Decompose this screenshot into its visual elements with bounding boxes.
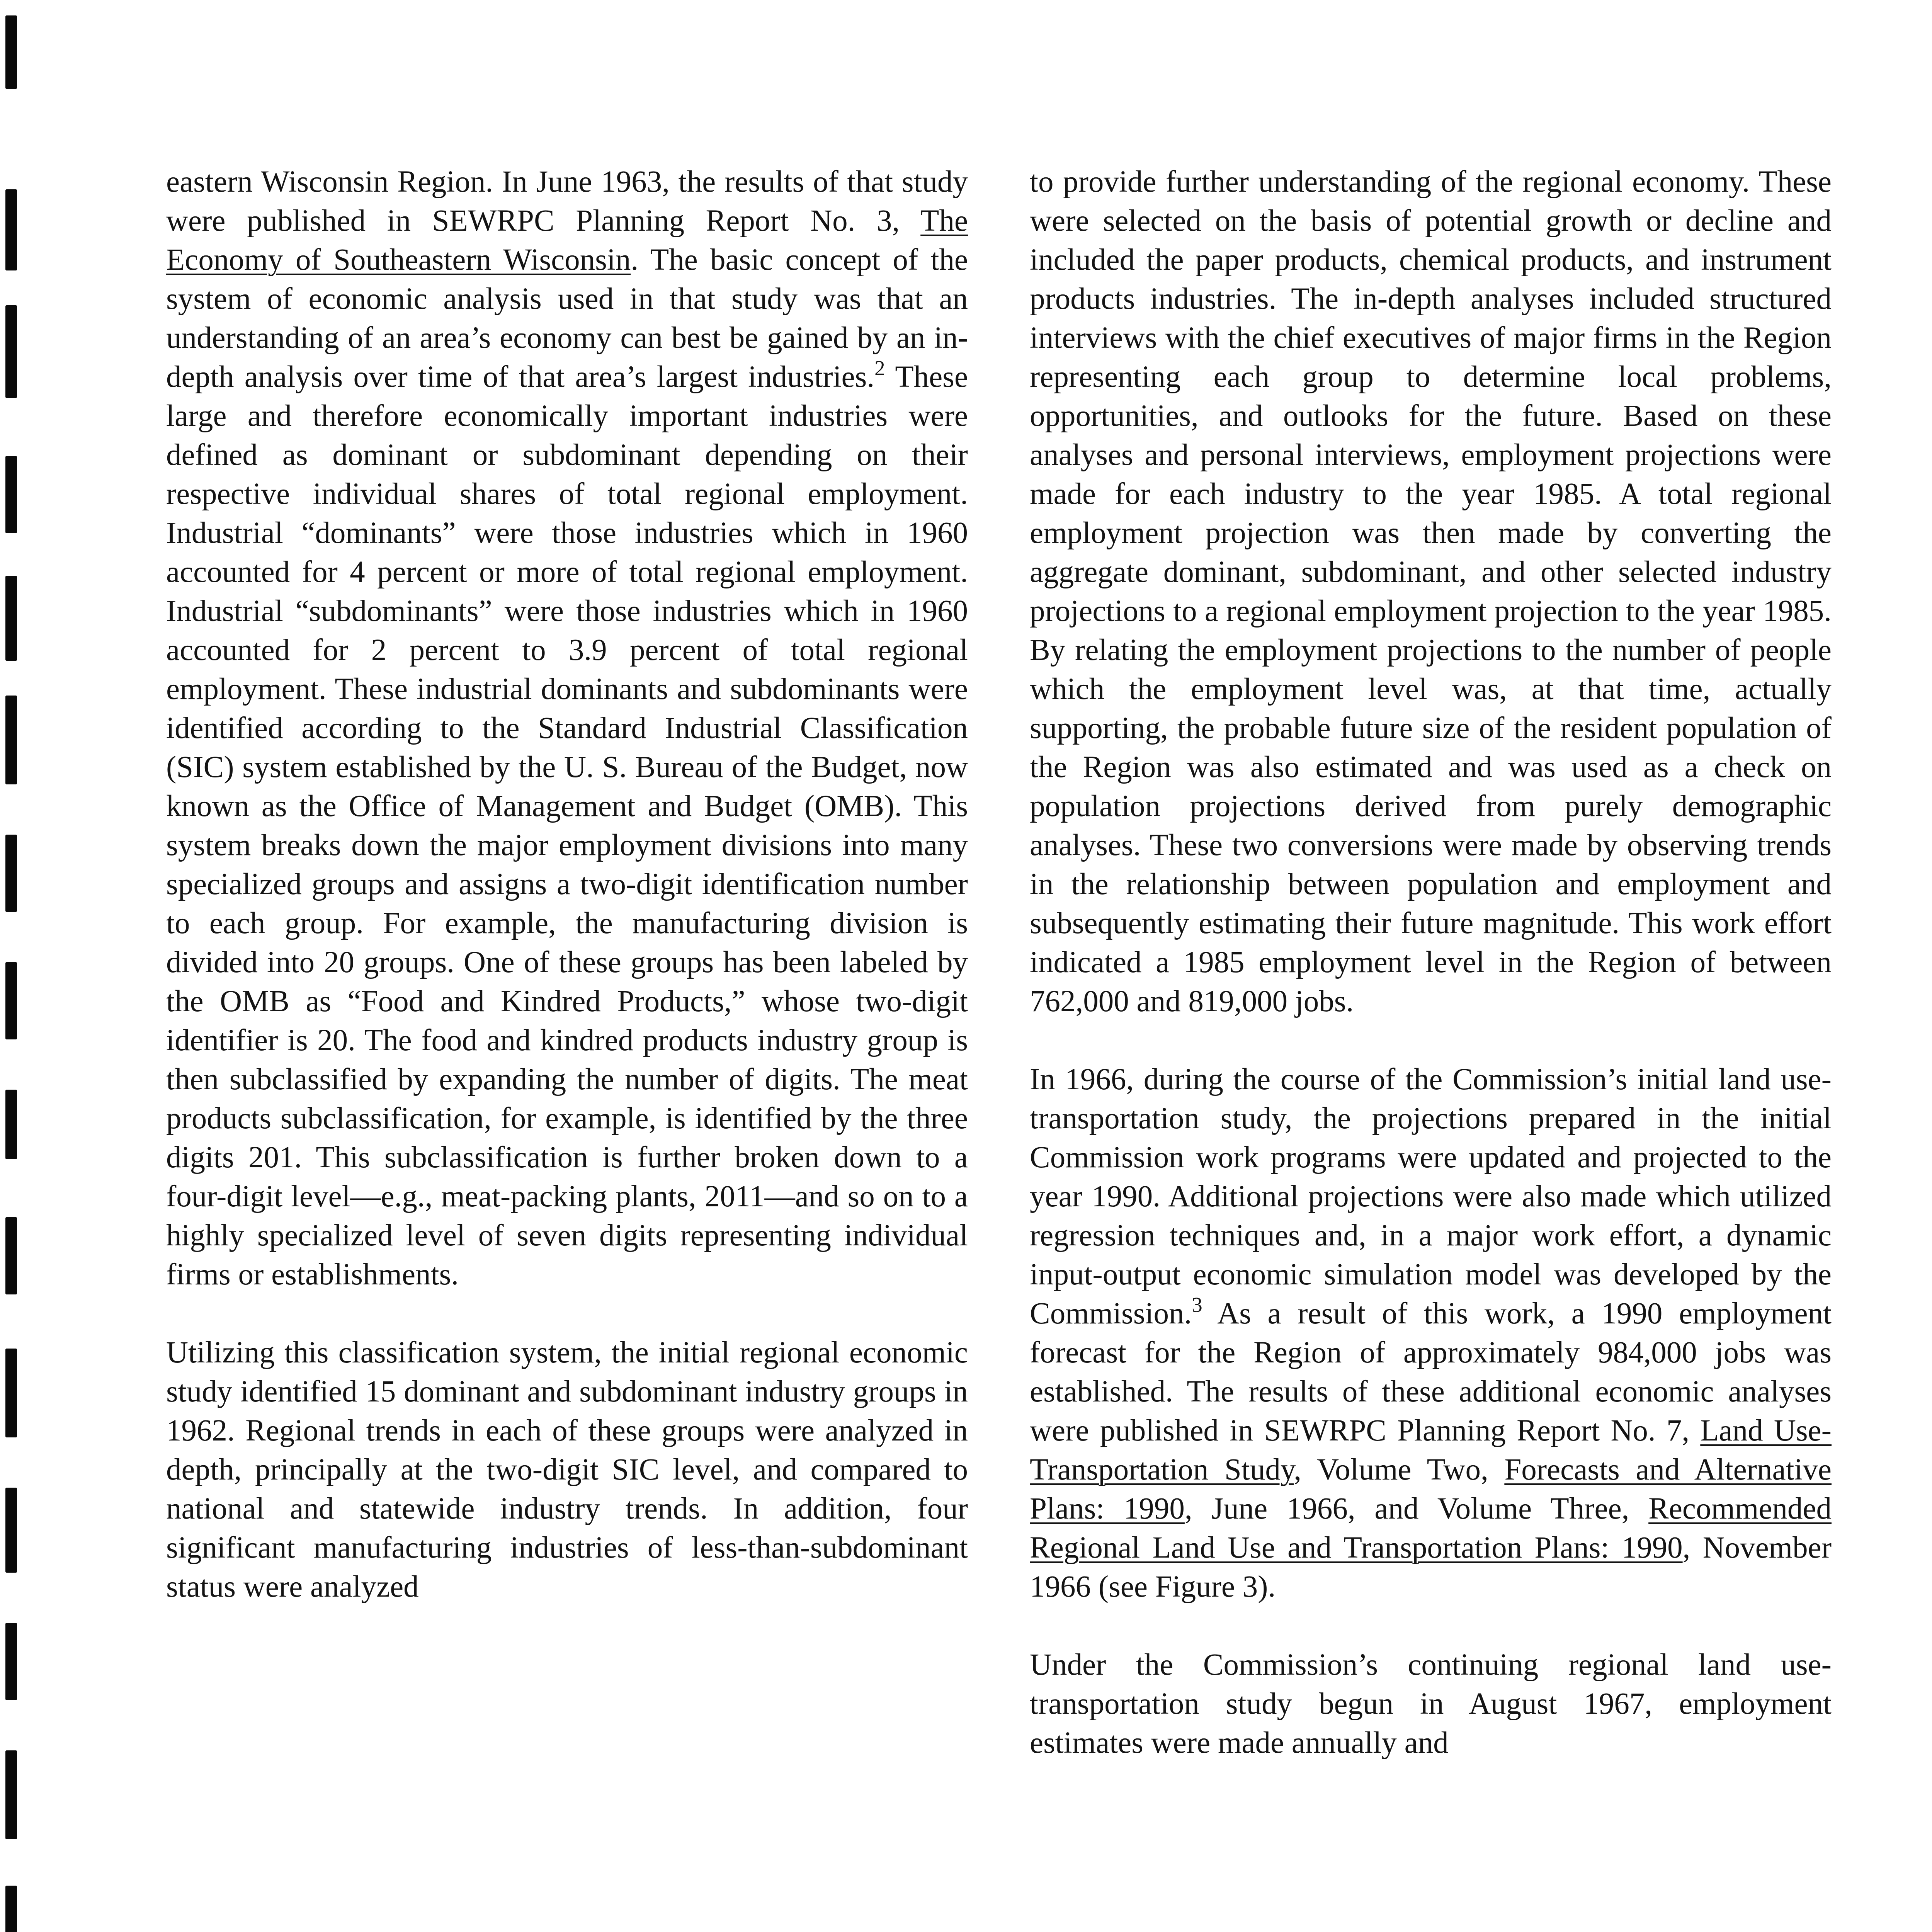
binding-hole	[5, 962, 17, 1039]
report-title-recommended-plans: Recommended Regional Land Use and Transportation Plans: 1990	[1030, 1492, 1832, 1565]
binding-hole	[5, 576, 17, 661]
text-run: . The basic concept of the system of economic analysis used in that study was that an understanding of an area’s economy can best be gained by an in-depth analysis over time of that area’s largest industries.	[166, 243, 968, 394]
binding-hole	[5, 696, 17, 784]
paragraph	[1030, 1060, 1832, 1606]
footnote-ref-3: 3	[1192, 1293, 1202, 1316]
paragraph: Utilizing this classification system, the initial regional economic study identified 15 dominant and subdominant industry groups in 1962. Regional trends in each of these groups were analyzed in depth, principally at the two-digit SIC level, and compared to national and statewide industry trends. In addition, four significant manufacturing industries of less-than-subdominant status were analyzed	[166, 1336, 968, 1604]
text-run: , Volume Two,	[1294, 1453, 1505, 1486]
right-column	[1030, 162, 1832, 1801]
left-column	[166, 162, 968, 1645]
text-run: , November 1966 (see Figure 3).	[1030, 1531, 1832, 1604]
footnote-ref-2: 2	[874, 356, 885, 380]
binding-holes	[0, 0, 27, 1932]
text-run: eastern Wisconsin Region. In June 1963, the results of that study were published in SEWRPC Planning Report No. 3,	[166, 165, 968, 238]
paragraph: to provide further understanding of the regional economy. These were selected on the basis of potential growth or decline and included the paper products, chemical products, and instrument products industries. The in-depth analyses included structured interviews with the chief executives of major firms in the Region representing each group to determine local problems, opportunities, and outlooks for the future. Based on these analyses and personal interviews, employment projections were made for each industry to the year 1985. A total regional employment projection was then made by converting the aggregate dominant, subdominant, and other selected industry projections to a regional employment projection to the year 1985. By relating the employment projections to the number of people which the employment level was, at that time, actually supporting, the probable future size of the resident population of the Region was also estimated and was used as a check on population projections derived from purely demographic analyses. These two conversions were made by observing trends in the relationship between population and employment and subsequently estimating their future magnitude. This work effort indicated a 1985 employment level in the Region of between 762,000 and 819,000 jobs.	[1030, 165, 1832, 1018]
binding-hole	[5, 1349, 17, 1437]
text-run: These large and therefore economically important industries were defined as dominant or subdominant depending on their respective individual shares of total regional employment. Industrial “dominants” were those industries which in 1960 accounted for 4 percent or more of total regional employment. Industrial “subdominants” were those industries which in 1960 accounted for 2 percent to 3.9 percent of total regional employment. These industrial dominants and subdominants were identified according to the Standard Industrial Classification (SIC) system established by the U. S. Bureau of the Budget, now known as the Office of Management and Budget (OMB). This system breaks down the major employment divisions into many specialized groups and assigns a two-digit identification number to each group. For example, the manufacturing division is divided into 20 groups. One of these groups has been labeled by the OMB as “Food and Kindred Products,” whose two-digit identifier is 20. The food and kindred products industry group is then subclassified by expanding the number of digits. The meat products subclassification, for example, is identified by the three digits 201. This subclassification is further broken down to a four-digit level—e.g., meat-packing plants, 2011—and so on to a highly specialized level of seven digits representing individual firms or establishments.	[166, 360, 968, 1291]
text-run: As a result of this work, a 1990 employment forecast for the Region of approximately 984,000 jobs was established. The results of these additional economic analyses were published in SEWRPC Planning Report No. 7,	[1030, 1297, 1832, 1447]
binding-hole	[5, 1750, 17, 1839]
binding-hole	[5, 1217, 17, 1294]
text-run: In 1966, during the course of the Commission’s initial land use-transportation study, the projections prepared in the initial Commission work programs were updated and projected to the year 1990. Additional projections were also made which utilized regression techniques and, in a major work effort, a dynamic input-output economic simulation model was developed by the Commission.	[1030, 1063, 1832, 1330]
binding-hole	[5, 835, 17, 912]
binding-hole	[5, 305, 17, 398]
binding-hole	[5, 15, 17, 89]
paragraph	[166, 162, 968, 1294]
report-title-land-use: Land Use-Transportation Study	[1030, 1414, 1832, 1486]
binding-hole	[5, 1488, 17, 1573]
text-run: , June 1966, and Volume Three,	[1184, 1492, 1649, 1526]
paragraph: Under the Commission’s continuing regional land use-transportation study begun in August 1967, employment estimates were made annually and	[1030, 1648, 1832, 1760]
binding-hole	[5, 189, 17, 270]
binding-hole	[5, 456, 17, 533]
report-title-forecasts: Forecasts and Alternative Plans: 1990	[1030, 1453, 1832, 1526]
report-title-economy: The Economy of Southeastern Wisconsin	[166, 204, 968, 277]
binding-hole	[5, 1090, 17, 1159]
binding-hole	[5, 1886, 17, 1932]
binding-hole	[5, 1623, 17, 1700]
